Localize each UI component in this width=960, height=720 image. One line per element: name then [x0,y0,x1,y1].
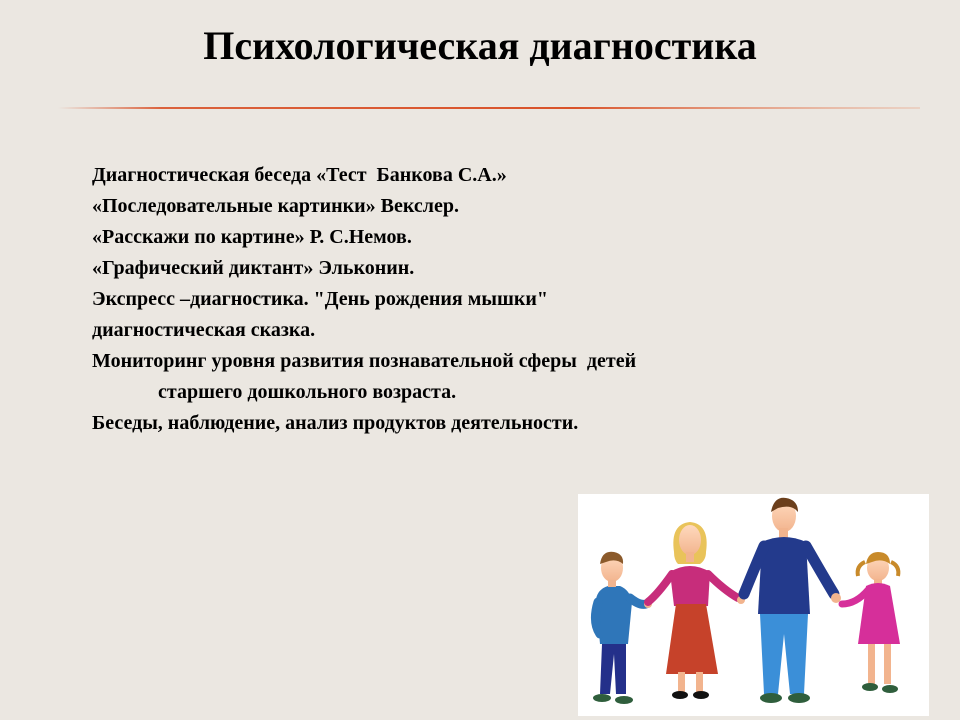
family-illustration [578,494,929,716]
family-holding-hands-icon [578,494,929,716]
list-item: старшего дошкольного возраста. [158,381,457,403]
list-item: Диагностическая беседа «Тест Банкова С.А.» [92,164,507,186]
man-figure [744,498,841,703]
list-item: Мониторинг уровня развития познавательной сферы детей [92,350,637,372]
girl-figure [842,552,900,693]
list-item: «Расскажи по картине» Р. С.Немов. [92,226,412,248]
list-item: Беседы, наблюдение, анализ продуктов деятельности. [92,412,579,434]
page-title: Психологическая диагностика [203,23,757,68]
woman-figure [648,522,745,699]
list-item: «Графический диктант» Эльконин. [92,257,415,279]
list-item: диагностическая сказка. [92,319,316,341]
method-list [92,160,852,439]
boy-figure [593,552,652,704]
title-divider [58,106,920,110]
list-item: Экспресс –диагностика. "День рождения мышки" [92,288,549,310]
list-item: «Последовательные картинки» Векслер. [92,195,460,217]
